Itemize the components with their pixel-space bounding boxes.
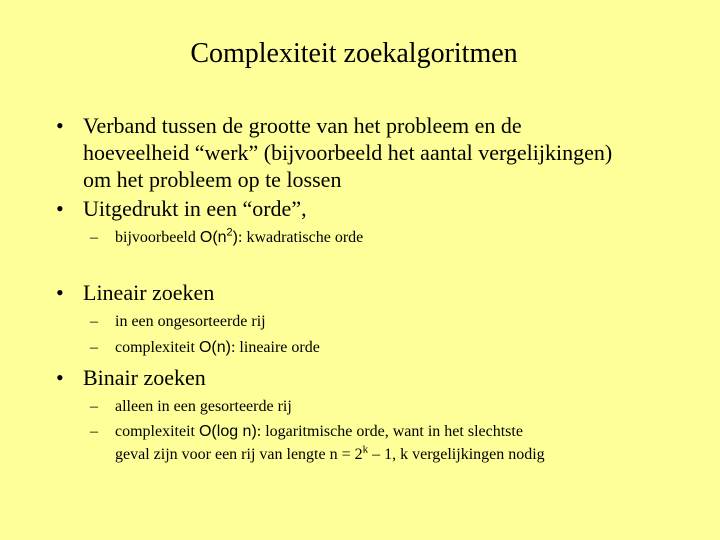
sub-text-after: : logaritmische orde, want in het slechtste bbox=[256, 423, 523, 440]
dash-icon: – bbox=[90, 423, 98, 440]
sub-text-before: bijvoorbeeld bbox=[115, 229, 200, 246]
sub-text-before: complexiteit bbox=[115, 423, 199, 440]
bullet-2-sub-1 bbox=[90, 226, 364, 250]
bullet-2 bbox=[56, 195, 307, 222]
bullet-3-sub-2 bbox=[90, 336, 320, 360]
bullet-icon: • bbox=[56, 113, 64, 138]
slide-title: Complexiteit zoekalgoritmen bbox=[190, 38, 518, 69]
exponent: 2 bbox=[226, 226, 233, 239]
bullet-4-text: Binair zoeken bbox=[83, 365, 206, 390]
bullet-icon: • bbox=[56, 365, 64, 390]
sub-text-before: complexiteit bbox=[115, 339, 199, 356]
bullet-1-line-3: om het probleem op te lossen bbox=[83, 167, 342, 192]
bullet-1 bbox=[56, 112, 522, 139]
big-o-notation: O(n) bbox=[198, 339, 231, 356]
sub-text-line-2: geval zijn voor een rij van lengte n = 2 bbox=[115, 446, 363, 463]
bullet-4-sub-2-line-2 bbox=[115, 443, 545, 467]
bullet-icon: • bbox=[56, 196, 64, 221]
bullet-2-text: Uitgedrukt in een “orde”, bbox=[83, 196, 307, 221]
bullet-1-line-3-row bbox=[83, 166, 341, 193]
bullet-1-line-2: hoeveelheid “werk” (bijvoorbeeld het aantal vergelijkingen) bbox=[83, 140, 613, 165]
dash-icon: – bbox=[90, 398, 98, 415]
bullet-4-sub-2 bbox=[90, 420, 523, 444]
dash-icon: – bbox=[90, 339, 98, 356]
sub-text-line-2-end: – 1, k vergelijkingen nodig bbox=[368, 446, 545, 463]
dash-icon: – bbox=[90, 229, 98, 246]
dash-icon: – bbox=[90, 313, 98, 330]
bullet-icon: • bbox=[56, 280, 64, 305]
sub-text-after: : kwadratische orde bbox=[238, 229, 364, 246]
bullet-1-line-2-row bbox=[83, 139, 612, 166]
bullet-4 bbox=[56, 364, 206, 391]
big-o-notation: O(n bbox=[199, 229, 227, 246]
sub-text-after: : lineaire orde bbox=[230, 339, 320, 356]
bullet-3-text: Lineair zoeken bbox=[83, 280, 215, 305]
big-o-notation: O(log n) bbox=[198, 423, 257, 440]
sub-text: alleen in een gesorteerde rij bbox=[115, 398, 292, 415]
bullet-4-sub-1 bbox=[90, 395, 292, 419]
sub-text: in een ongesorteerde rij bbox=[115, 313, 266, 330]
exponent: k bbox=[362, 443, 369, 456]
bullet-3-sub-1 bbox=[90, 310, 266, 334]
big-o-close: ) bbox=[232, 229, 238, 246]
bullet-3 bbox=[56, 279, 215, 306]
bullet-1-line-1: Verband tussen de grootte van het probleem en de bbox=[83, 113, 522, 138]
